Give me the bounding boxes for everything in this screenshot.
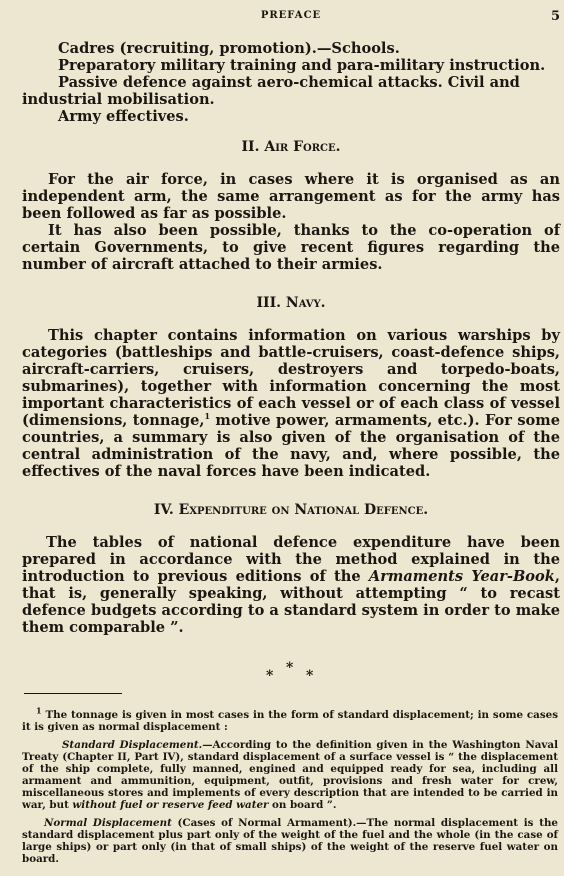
running-head — [22, 0, 560, 26]
section-number: IV. — [153, 502, 174, 518]
section-number: III. — [256, 295, 282, 311]
footnote-rule — [24, 693, 122, 694]
footnotes — [22, 705, 558, 865]
footnote-1: $^1$ The tonnage is given in most cases in the form of standard displacement; in some cases it is given as normal displacement : — [22, 705, 558, 733]
footnote-standard-displacement: Standard Displacement.—According to the definition given in the Washington Naval Treaty (Chapter II, Part IV), standard displacement of a surface vessel is “ the displacement of the ship complete, fully manned, engined and equipped ready for sea, including all armament and ammunition, equipment, outfit, provisions and fresh water for crew, miscellaneous stores and implements of every description that are intended to be carried in war, but without fuel or reserve feed water on board ”. — [22, 739, 558, 811]
expenditure-paragraph: The tables of national defence expenditure have been prepared in accordance with the method explained in the introduction to previous editions of the Armaments Year-Book, that is, generally speaking, without attempting “ to recast defence budgets according to a standard system in order to make them comparable ”. — [22, 534, 560, 636]
section-number: II. — [241, 139, 260, 155]
section-heading-navy — [22, 295, 560, 311]
army-list — [22, 40, 560, 125]
list-item: Army effectives. — [58, 108, 189, 125]
section-heading-expenditure — [22, 502, 560, 518]
book-title: Armaments Year-Book — [368, 568, 555, 585]
section-title: Air Force. — [264, 139, 341, 155]
running-title: PREFACE — [260, 10, 322, 21]
section-heading-air-force — [22, 139, 560, 155]
list-item: Passive defence against aero-chemical attacks. Civil and — [58, 74, 520, 91]
navy-paragraph: This chapter contains information on various warships by categories (battleships and battle-cruisers, coast-defence ships, aircraft-carriers, cruisers, destroyers and torpedo-boats, submarines), together with information concerning the most important characteristics of each vessel or of each class of vessel (dimensions, tonnage,$^1$ motive power, armaments, etc.). For some countries, a summary is also given of the organisation of the central administration of the navy, and, where possible, the effectives of the naval forces have been indicated. — [22, 327, 560, 480]
footnote-marker: 1 — [36, 705, 42, 716]
section-title: Expenditure on National Defence. — [178, 502, 429, 518]
footnote-normal-displacement: Normal Displacement (Cases of Normal Armament).—The normal displacement is the standard displacement plus part only of the weight of the fuel and the whole (in the case of large ships) or part only (in that of small ships) of the weight of the reserve fuel water on board. — [22, 817, 558, 865]
book-page — [22, 0, 560, 876]
section-separator: * * * — [266, 660, 314, 684]
air-force-paragraph-2: It has also been possible, thanks to the co-operation of certain Governments, to give recent figures regarding the number of aircraft attached to their armies. — [22, 222, 560, 273]
page-number: 5 — [550, 9, 560, 24]
footnote-reference: 1 — [204, 411, 211, 422]
air-force-paragraph-1: For the air force, in cases where it is organised as an independent arm, the same arrangement as for the army has been followed as far as possible. — [22, 171, 560, 222]
list-item: Preparatory military training and para-military instruction. — [58, 57, 546, 74]
section-title: Navy. — [285, 295, 326, 311]
list-item-continuation: industrial mobilisation. — [22, 91, 215, 108]
list-item: Cadres (recruiting, promotion).—Schools. — [58, 40, 400, 57]
